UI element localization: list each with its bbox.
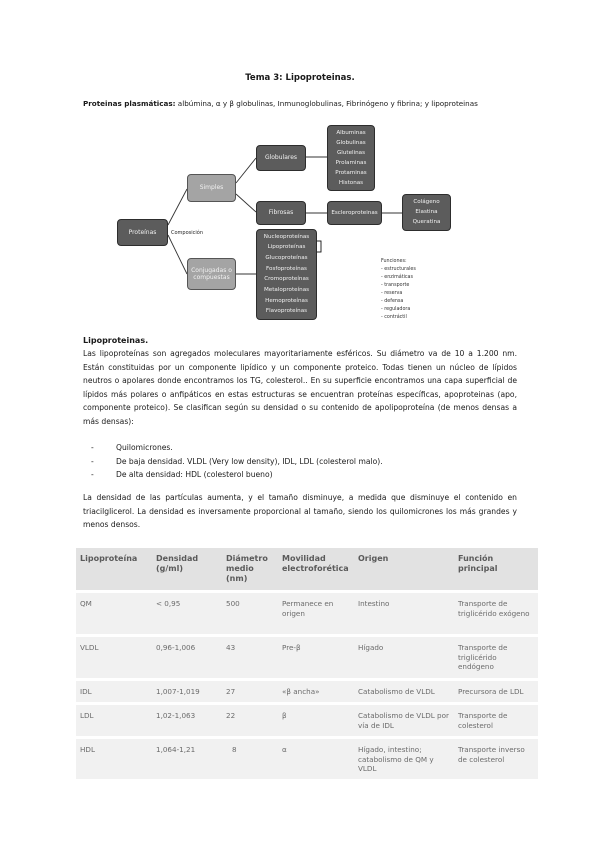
list-marker: - [91, 456, 94, 466]
node-criterion-label: Composición [171, 230, 204, 236]
node-proteins: Proteínas [117, 219, 168, 246]
node-globular-list [327, 125, 375, 191]
column-header: Lipoproteína [76, 548, 152, 592]
table-row [76, 680, 538, 704]
fibrous-item: Colágeno [413, 198, 440, 205]
density-paragraph: La densidad de las partículas aumenta, y el tamaño disminuye, a medida que disminuye el contenido en triacilglicerol. La densidad es inversamente proporcional al tamaño, siendo los quilomicrones los más grandes y menos densos. [83, 493, 517, 530]
node-scleroproteins: Escleroproteinas [327, 201, 382, 225]
table-cell: Intestino [354, 592, 454, 636]
table-row [76, 704, 538, 738]
table-cell: Transporte inverso de colesterol [454, 738, 538, 779]
globular-item: Histonas [338, 179, 364, 186]
list-item [83, 468, 383, 482]
table-cell: Hígado, intestino; catabolismo de QM y VLDL [354, 738, 454, 779]
lipoprotein-table [76, 548, 538, 779]
table-cell: Catabolismo de VLDL [354, 680, 454, 704]
table-cell: LDL [76, 704, 152, 738]
node-globular: Globulares [256, 145, 306, 171]
conjugated-item: Metaloproteínas [263, 286, 310, 293]
connector-simple-globular [236, 158, 256, 183]
globular-item: Prolaminas [335, 159, 367, 166]
connector-simple-fibrous [236, 194, 256, 212]
functions-list [381, 258, 416, 322]
table-cell: Pre-β [278, 636, 354, 680]
conjugated-item: Fosfoproteínas [266, 265, 307, 272]
table-header-row [76, 548, 538, 592]
classification-list [83, 441, 383, 482]
globular-item: Glutelinas [336, 149, 366, 156]
list-marker: - [91, 443, 94, 452]
function-item: - transporte [381, 283, 410, 288]
globular-item: Protaminas [335, 169, 367, 176]
column-header: Densidad (g/ml) [152, 548, 222, 592]
table-cell: 0,96-1,006 [152, 636, 222, 680]
list-item-text: De baja densidad. VLDL (Very low density), IDL, LDL (colesterol malo). [116, 456, 383, 466]
conjugated-item-highlighted: Lipoproteínas [267, 244, 306, 251]
function-item: - contráctil [381, 315, 407, 320]
node-conjugated-list [256, 229, 317, 320]
node-conjugated: Conjugadas o compuestas [187, 258, 236, 290]
table-cell: α [278, 738, 354, 779]
function-item: - reguladora [381, 307, 411, 312]
fibrous-item: Queratina [412, 219, 441, 226]
table-cell: 43 [222, 636, 278, 680]
table-row [76, 738, 538, 779]
table-cell: β [278, 704, 354, 738]
list-item-text: De alta densidad: HDL (colesterol bueno) [116, 470, 273, 479]
table-cell: Transporte de triglicérido exógeno [454, 592, 538, 636]
column-header: Movilidad electroforética [278, 548, 354, 592]
column-header: Diámetro medio (nm) [222, 548, 278, 592]
table-cell: IDL [76, 680, 152, 704]
table-cell: HDL [76, 738, 152, 779]
node-fibrous-list [402, 194, 451, 231]
column-header: Función principal [454, 548, 538, 592]
table-cell: Hígado [354, 636, 454, 680]
connector-root-conjugated [168, 235, 187, 274]
table-row [76, 592, 538, 636]
conjugated-item: Flavoproteínas [265, 308, 308, 315]
table-cell: Precursora de LDL [454, 680, 538, 704]
list-item [83, 441, 383, 455]
table-cell: 8 [222, 738, 278, 779]
section-heading: Lipoproteinas. [83, 336, 149, 345]
list-item-text: Quilomicrones. [116, 443, 173, 452]
table-cell: 22 [222, 704, 278, 738]
table-cell: < 0,95 [152, 592, 222, 636]
conjugated-item: Cromoproteínas [264, 276, 309, 283]
function-item: - reserva [381, 291, 403, 296]
table-cell: 27 [222, 680, 278, 704]
table-row [76, 636, 538, 680]
table-cell: 500 [222, 592, 278, 636]
protein-classification-diagram [0, 0, 600, 330]
plasma-proteins-label: Proteinas plasmáticas: [83, 99, 176, 108]
functions-title: Funciones: [381, 259, 407, 264]
table-cell: VLDL [76, 636, 152, 680]
table-cell: QM [76, 592, 152, 636]
node-fibrous: Fibrosas [256, 201, 306, 225]
list-item [83, 455, 383, 469]
list-marker: - [91, 470, 94, 479]
fibrous-item: Elastina [415, 209, 438, 215]
conjugated-item: Glucoproteínas [265, 255, 308, 262]
globular-item: Globulinas [336, 139, 366, 146]
page-title: Tema 3: Lipoproteinas. [245, 73, 355, 83]
intro-paragraph: Las lipoproteínas son agregados moleculares mayoritariamente esféricos. Su diámetro va de 10 a 1.200 nm. Están constituidas por un componente lipídico y un componente proteico. Todas tienen un núcleo de lípidos neutros o apolares donde encontramos los TG, colesterol.. En su superficie encontramos una capa superficial de lípidos más polares o anfipáticos en estas estructuras se encuentran proteínas específicas, apoproteinas (apo, componente proteico). Se clasifican según su densidad o su contenido de apolipoproteína (de menos densas a más densas): [83, 349, 517, 426]
table-cell: Transporte de colesterol [454, 704, 538, 738]
connector-root-simple [168, 189, 187, 225]
node-simple: Simples [187, 174, 236, 202]
table-cell: Catabolismo de VLDL por vía de IDL [354, 704, 454, 738]
table-cell: Permanece en origen [278, 592, 354, 636]
globular-item: Albuminas [336, 129, 366, 136]
conjugated-item: Nucleoproteínas [263, 233, 310, 240]
table-cell: Transporte de triglicérido endógeno [454, 636, 538, 680]
function-item: - defensa [381, 299, 404, 304]
column-header: Origen [354, 548, 454, 592]
table-cell: 1,007-1,019 [152, 680, 222, 704]
conjugated-item: Hemoproteínas [265, 297, 308, 304]
table-cell: 1,064-1,21 [152, 738, 222, 779]
plasma-proteins-text: albúmina, α y β globulinas, Inmunoglobulinas, Fibrinógeno y fibrina; y lipoproteinas [175, 99, 478, 108]
table-cell: 1,02-1,063 [152, 704, 222, 738]
function-item: - enzimáticas [381, 275, 413, 280]
table-cell: «β ancha» [278, 680, 354, 704]
function-item: - estructurales [381, 267, 416, 272]
